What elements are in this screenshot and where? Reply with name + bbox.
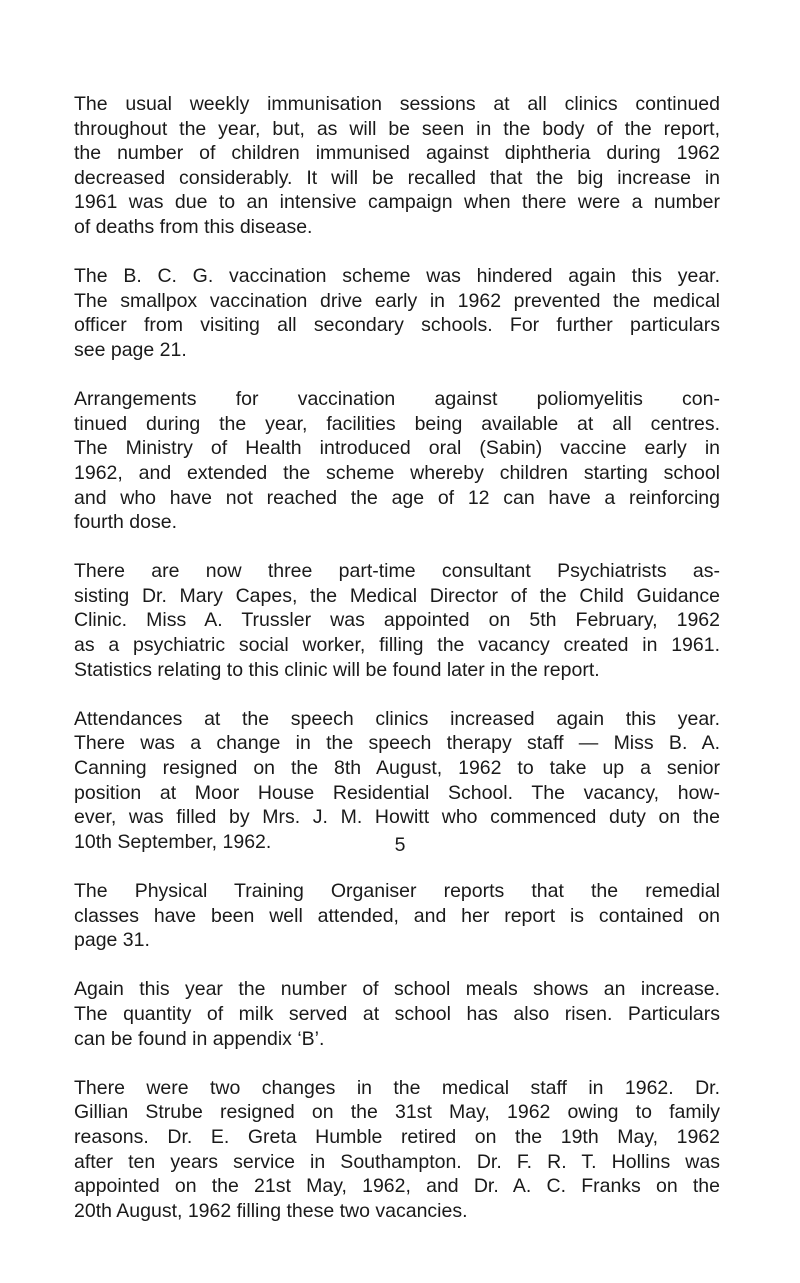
text-line: Arrangements for vaccination against poliomyelitis con- [74, 388, 720, 411]
paragraph-poliomyelitis [74, 387, 720, 535]
text-line: reasons. Dr. E. Greta Humble retired on the 19th May, 1962 [74, 1125, 720, 1148]
text-line: fourth dose. [74, 511, 177, 534]
text-line: decreased considerably. It will be recalled that the big increase in [74, 166, 720, 189]
text-line: and who have not reached the age of 12 can have a reinforcing [74, 486, 720, 509]
text-line: 10th September, 1962. [74, 830, 272, 853]
text-line: officer from visiting all secondary schools. For further particulars [74, 314, 720, 337]
text-line: 1961 was due to an intensive campaign when there were a number [74, 191, 720, 214]
text-line: the number of children immunised against diphtheria during 1962 [74, 142, 720, 165]
text-line: The quantity of milk served at school has also risen. Particulars [74, 1002, 720, 1025]
text-line: Statistics relating to this clinic will be found later in the report. [74, 658, 600, 681]
text-line: The B. C. G. vaccination scheme was hindered again this year. [74, 265, 720, 288]
paragraph-medical-staff [74, 1076, 720, 1224]
paragraph-speech-clinics [74, 707, 720, 855]
text-line: as a psychiatric social worker, filling the vacancy created in 1961. [74, 634, 720, 657]
text-line: ever, was filled by Mrs. J. M. Howitt who commenced duty on the [74, 806, 720, 829]
paragraph-school-meals [74, 977, 720, 1051]
text-line: Canning resigned on the 8th August, 1962 to take up a senior [74, 757, 720, 780]
text-line: after ten years service in Southampton. Dr. F. R. T. Hollins was [74, 1150, 720, 1173]
text-line: 1962, and extended the scheme whereby children starting school [74, 461, 720, 484]
text-line: Gillian Strube resigned on the 31st May, 1962 owing to family [74, 1101, 720, 1124]
text-line: Again this year the number of school meals shows an increase. [74, 978, 720, 1001]
text-line: Clinic. Miss A. Trussler was appointed on 5th February, 1962 [74, 609, 720, 632]
paragraph-immunisation [74, 92, 720, 240]
text-line: The usual weekly immunisation sessions at all clinics continued [74, 93, 720, 115]
text-line: page 31. [74, 929, 150, 952]
text-line: classes have been well attended, and her report is contained on [74, 904, 720, 927]
text-line: tinued during the year, facilities being available at all centres. [74, 412, 720, 435]
text-line: can be found in appendix ‘B’. [74, 1027, 325, 1050]
text-line: appointed on the 21st May, 1962, and Dr. A. C. Franks on the [74, 1175, 720, 1198]
document-body [74, 92, 720, 1248]
text-line: sisting Dr. Mary Capes, the Medical Director of the Child Guidance [74, 584, 720, 607]
paragraph-physical-training [74, 879, 720, 953]
text-line: There were two changes in the medical staff in 1962. Dr. [74, 1076, 720, 1099]
text-line: Attendances at the speech clinics increased again this year. [74, 707, 720, 730]
paragraph-child-guidance [74, 559, 720, 682]
text-line: position at Moor House Residential School. The vacancy, how- [74, 781, 720, 804]
text-line: of deaths from this disease. [74, 215, 313, 238]
text-line: The smallpox vaccination drive early in 1962 prevented the medical [74, 289, 720, 312]
text-line: There are now three part-time consultant Psychiatrists as- [74, 560, 720, 583]
text-line: The Ministry of Health introduced oral (Sabin) vaccine early in [74, 437, 720, 460]
page-number: 5 [394, 834, 406, 856]
text-line: The Physical Training Organiser reports that the remedial [74, 880, 720, 902]
text-line: 20th August, 1962 filling these two vacancies. [74, 1199, 468, 1222]
text-line: There was a change in the speech therapy staff — Miss B. A. [74, 732, 720, 755]
text-line: throughout the year, but, as will be seen in the body of the report, [74, 117, 720, 140]
text-line: see page 21. [74, 338, 187, 361]
paragraph-bcg-vaccination [74, 264, 720, 362]
